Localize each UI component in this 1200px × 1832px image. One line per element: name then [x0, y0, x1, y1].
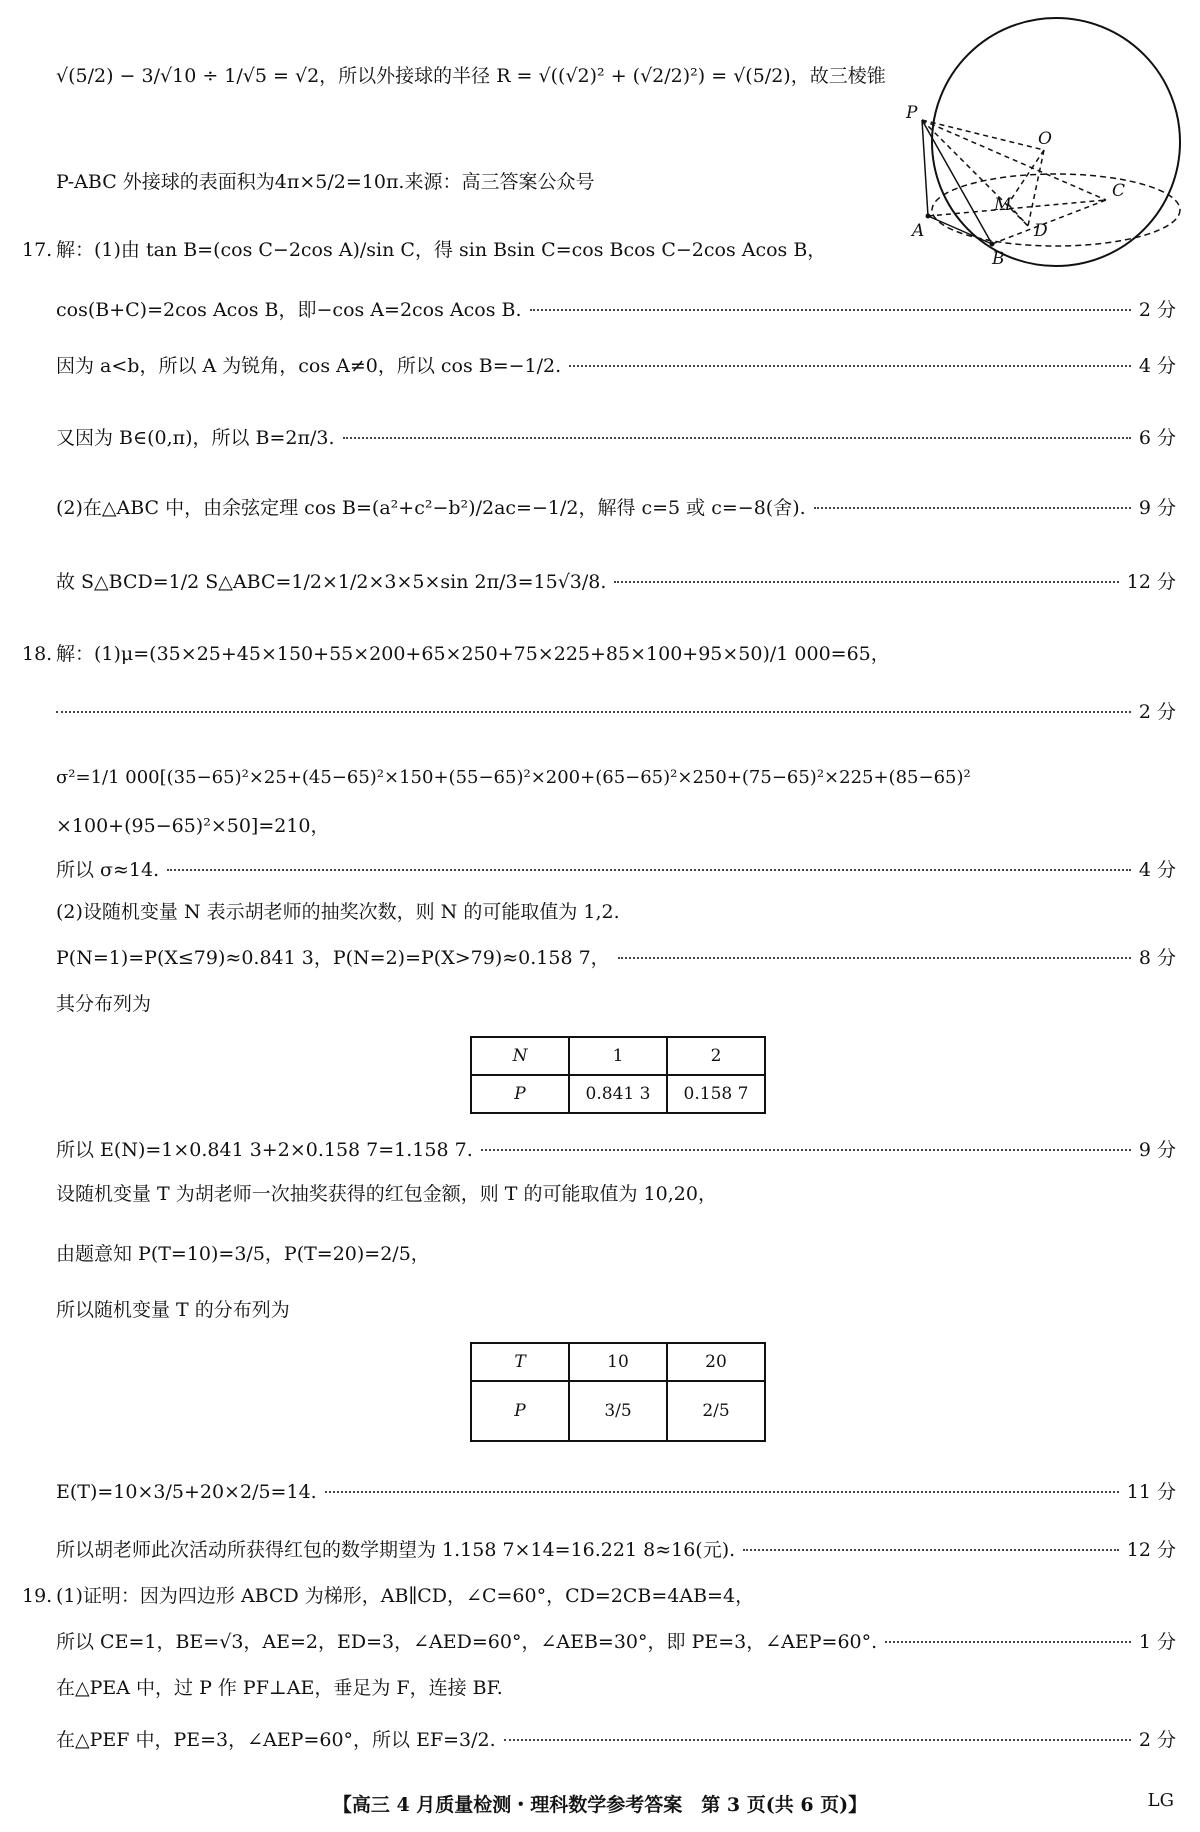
q18-score-8: 9 分	[1138, 1139, 1176, 1161]
figure-label-m: M	[994, 195, 1012, 215]
q19-number: 19.	[22, 1585, 53, 1607]
q18-line-13	[56, 1536, 1176, 1564]
leader-dots	[343, 437, 1131, 439]
q19-text-3: 在△PEA 中，过 P 作 PF⊥AE，垂足为 F，连接 BF.	[56, 1677, 503, 1699]
table-cell: 10	[569, 1343, 667, 1381]
q18-number: 18.	[22, 643, 53, 665]
table-row	[471, 1343, 765, 1381]
leader-dots	[618, 957, 1131, 959]
prev-solution-text-2: P-ABC 外接球的表面积为4π×5/2=10π.来源：高三答案公众号	[56, 171, 595, 193]
q18-text-13: 所以胡老师此次活动所获得红包的数学期望为 1.158 7×14=16.221 8≈16(元).	[56, 1539, 736, 1561]
distribution-table-t	[470, 1342, 766, 1442]
q18-score-6: 8 分	[1138, 947, 1176, 969]
q18-text-11: 所以随机变量 T 的分布列为	[56, 1299, 290, 1321]
figure-label-d: D	[1034, 221, 1048, 241]
q17-text-1: 解：(1)由 tan B=(cos C−2cos A)/sin C，得 sin Bsin C=cos Bcos C−2cos Acos B，	[56, 239, 827, 261]
q19-line-1	[56, 1582, 1176, 1610]
q18-line-10	[56, 1240, 1176, 1268]
q18-line-1-score	[56, 698, 1176, 726]
table-cell: N	[471, 1037, 569, 1075]
prev-solution-line-1	[56, 62, 900, 90]
q18-score-13: 12 分	[1126, 1539, 1176, 1561]
q18-text-3: ×100+(95−65)²×50]=210，	[56, 815, 330, 837]
leader-dots	[814, 507, 1131, 509]
q17-score-2: 2 分	[1138, 299, 1176, 321]
q18-line-5	[56, 898, 1176, 926]
figure-label-o: O	[1038, 129, 1052, 149]
table-cell: 2	[667, 1037, 765, 1075]
distribution-table-n	[470, 1036, 766, 1114]
q18-line-9	[56, 1180, 1176, 1208]
q19-line-2	[56, 1628, 1176, 1656]
leader-dots	[167, 869, 1131, 871]
q17-line-5	[56, 494, 1176, 522]
table-cell: P	[471, 1075, 569, 1113]
q19-score-2: 1 分	[1138, 1631, 1176, 1653]
table-cell: T	[471, 1343, 569, 1381]
prev-solution-text-1: √(5/2) − 3/√10 ÷ 1/√5 = √2，所以外接球的半径 R = √((√2)² + (√2/2)²) = √(5/2)，故三棱锥	[56, 65, 886, 87]
q18-line-3	[56, 812, 1176, 840]
q18-text-2: σ²=1/1 000[(35−65)²×25+(45−65)²×150+(55−65)²×200+(65−65)²×250+(75−65)²×225+(85−65)²	[56, 767, 971, 788]
q17-score-5: 9 分	[1138, 497, 1176, 519]
q19-text-1: (1)证明：因为四边形 ABCD 为梯形，AB∥CD，∠C=60°，CD=2CB=4AB=4，	[56, 1585, 755, 1607]
footer-code: LG	[1147, 1790, 1174, 1811]
q18-line-7	[56, 990, 1176, 1018]
q18-line-4	[56, 856, 1176, 884]
q17-line-1	[56, 236, 900, 264]
table-cell: 20	[667, 1343, 765, 1381]
q17-score-3: 4 分	[1138, 355, 1176, 377]
leader-dots	[530, 309, 1131, 311]
q18-text-7: 其分布列为	[56, 993, 152, 1015]
leader-dots	[885, 1641, 1131, 1643]
table-cell: 2/5	[667, 1381, 765, 1441]
table-row	[471, 1037, 765, 1075]
q18-text-6: P(N=1)=P(X≤79)≈0.841 3，P(N=2)=P(X>79)≈0.158 7，	[56, 947, 610, 969]
base-circle	[932, 174, 1180, 246]
figure-label-c: C	[1112, 181, 1126, 201]
q18-line-11	[56, 1296, 1176, 1324]
q18-line-12	[56, 1478, 1176, 1506]
q18-text-4: 所以 σ≈14.	[56, 859, 160, 881]
q17-text-3: 因为 a<b，所以 A 为锐角，cos A≠0，所以 cos B=−1/2.	[56, 355, 562, 377]
q18-line-2	[56, 764, 1176, 792]
q18-text-8: 所以 E(N)=1×0.841 3+2×0.158 7=1.158 7.	[56, 1139, 473, 1161]
leader-dots	[56, 711, 1131, 713]
table-cell: 0.841 3	[569, 1075, 667, 1113]
q17-text-2: cos(B+C)=2cos Acos B，即−cos A=2cos Acos B.	[56, 299, 522, 321]
leader-dots	[504, 1739, 1131, 1741]
leader-dots	[569, 365, 1131, 367]
leader-dots	[614, 581, 1118, 583]
q17-score-4: 6 分	[1138, 427, 1176, 449]
q17-number: 17.	[22, 239, 53, 261]
sphere-pyramid-figure	[908, 14, 1186, 286]
q18-text-10: 由题意知 P(T=10)=3/5，P(T=20)=2/5，	[56, 1243, 430, 1265]
prev-solution-line-2	[56, 168, 900, 196]
table-row	[471, 1075, 765, 1113]
q19-line-3	[56, 1674, 1176, 1702]
q18-text-12: E(T)=10×3/5+20×2/5=14.	[56, 1481, 317, 1503]
q17-text-4: 又因为 B∈(0,π)，所以 B=2π/3.	[56, 427, 335, 449]
q18-line-8	[56, 1136, 1176, 1164]
table-cell: 3/5	[569, 1381, 667, 1441]
q18-text-1: 解：(1)μ=(35×25+45×150+55×200+65×250+75×225+85×100+95×50)/1 000=65，	[56, 643, 890, 665]
q18-score-1: 2 分	[1138, 701, 1176, 723]
q18-score-12: 11 分	[1126, 1481, 1176, 1503]
q17-text-6: 故 S△BCD=1/2 S△ABC=1/2×1/2×3×5×sin 2π/3=15√3/8.	[56, 571, 607, 593]
q18-line-1	[56, 640, 1176, 668]
table-cell: 0.158 7	[667, 1075, 765, 1113]
q17-score-6: 12 分	[1126, 571, 1176, 593]
q19-score-4: 2 分	[1138, 1729, 1176, 1751]
q17-line-6	[56, 568, 1176, 596]
table-row	[471, 1381, 765, 1441]
q17-line-3	[56, 352, 1176, 380]
q18-line-6	[56, 944, 1176, 972]
figure-label-b: B	[992, 249, 1005, 269]
q17-line-2	[56, 296, 1176, 324]
q17-text-5: (2)在△ABC 中，由余弦定理 cos B=(a²+c²−b²)/2ac=−1/2，解得 c=5 或 c=−8(舍).	[56, 497, 806, 519]
q17-line-4	[56, 424, 1176, 452]
table-cell: 1	[569, 1037, 667, 1075]
leader-dots	[743, 1549, 1119, 1551]
q19-text-4: 在△PEF 中，PE=3，∠AEP=60°，所以 EF=3/2.	[56, 1729, 496, 1751]
q18-text-9: 设随机变量 T 为胡老师一次抽奖获得的红包金额，则 T 的可能取值为 10,20，	[56, 1183, 717, 1205]
table-cell: P	[471, 1381, 569, 1441]
leader-dots	[481, 1149, 1131, 1151]
q18-text-5: (2)设随机变量 N 表示胡老师的抽奖次数，则 N 的可能取值为 1,2.	[56, 901, 620, 923]
sphere-outline	[932, 18, 1180, 266]
q19-text-2: 所以 CE=1，BE=√3，AE=2，ED=3，∠AED=60°，∠AEB=30°，即 PE=3，∠AEP=60°.	[56, 1631, 878, 1653]
leader-dots	[325, 1491, 1119, 1493]
q18-score-4: 4 分	[1138, 859, 1176, 881]
q19-line-4	[56, 1726, 1176, 1754]
figure-label-p: P	[906, 103, 918, 123]
figure-label-a: A	[912, 221, 925, 241]
page-footer: 【高三 4 月质量检测・理科数学参考答案 第 3 页(共 6 页)】	[332, 1794, 868, 1816]
